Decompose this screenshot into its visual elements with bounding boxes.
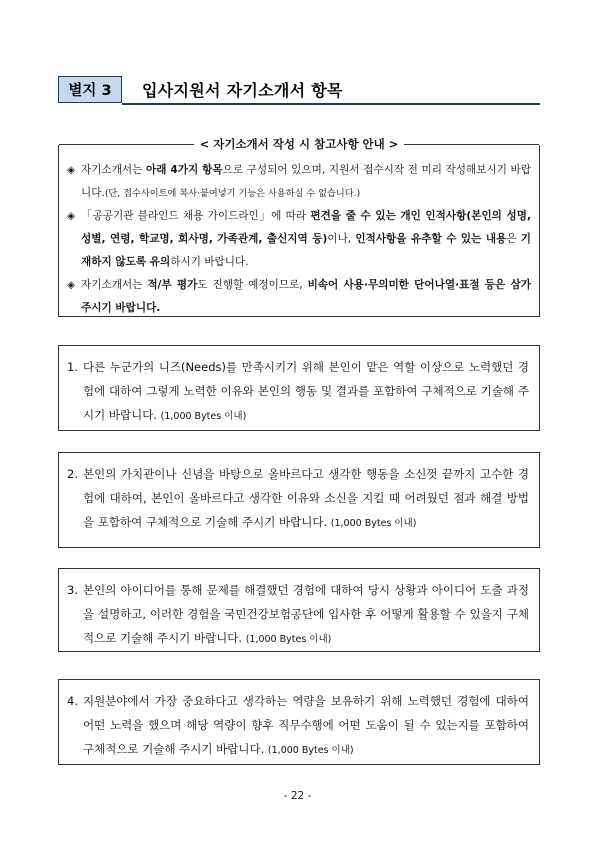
question-box-2 [58,452,540,548]
question-4 [67,689,529,763]
page-title: 입사지원서 자기소개서 항목 [142,81,343,100]
guide-item-2-text: 하시기 바랍니다. [170,256,249,268]
guide-item-3 [67,274,531,320]
question-box-4 [58,679,540,765]
guide-item-2-text: 이나, [327,233,356,245]
question-4-limit: (1,000 Bytes 이내) [267,745,354,756]
diamond-bullet-icon: ◈ [67,164,76,176]
guide-body [67,159,531,320]
guide-item-2-text: 기재하지 않도록 유의 [81,233,531,268]
question-1-text: 다른 누군가의 니즈(Needs)를 만족시키기 위해 본인이 맡은 역할 이상으로 노력했던 경험에 대하여 그렇게 노력한 이유와 본인의 행동 및 결과를 포함하여 구체적으로 기술해 주시기 바랍니다. [83,360,529,422]
page-number: - 22 - [283,790,312,802]
title-underline [122,103,540,105]
question-3-limit: (1,000 Bytes 이내) [245,634,332,645]
question-3-number: 3. [67,583,78,597]
guide-item-2-text: 은 [506,233,521,245]
question-2-limit: (1,000 Bytes 이내) [330,518,417,529]
question-4-text: 지원분야에서 가장 중요하다고 생각하는 역량을 보유하기 위해 노력했던 경험에 대하여 어떤 노력을 했으며 해당 역량이 향후 직무수행에 어떤 도움이 될 수 있는지를 포함하여 구체적으로 기술해 주시기 바랍니다. [83,694,529,756]
question-1 [67,355,529,429]
guide-item-1-text: 으로 구성되어 있으며, 지원서 접수시작 전 미리 작성해보시기 바랍니다. [81,164,531,199]
guide-box [58,137,540,317]
guide-item-1-text: (단, 접수사이트에 복사·붙여넣기 기능은 사용하실 수 없습니다.) [104,188,361,199]
question-3 [67,578,529,652]
question-box-1 [58,345,540,431]
guide-title: < 자기소개서 작성 시 참고사항 안내 > [194,136,405,152]
guide-item-3-text: 비속어 사용·무의미한 단어나열·표절 등은 삼가 주시기 바랍니다. [81,279,531,314]
question-3-text: 본인의 아이디어를 통해 문제를 해결했던 경험에 대하여 당시 상황과 아이디어 도출 과정을 설명하고, 이러한 경험을 국민건강보험공단에 입사한 후 어떻게 활용할 수 있을지 구체적으로 기술해 주시기 바랍니다. [83,583,529,645]
question-box-3 [58,568,540,652]
guide-item-2 [67,205,531,274]
guide-item-2-text: 「공공기관 블라인드 채용 가이드라인」에 따라 [81,210,311,222]
guide-item-2-text: 편견을 줄 수 있는 개인 인적사항(본인의 성명, 성별, 연령, 학교명, 회사명, 가족관계, 출신지역 등) [81,210,531,245]
appendix-tag: 별지 3 [58,76,122,103]
question-2 [67,462,529,536]
guide-title-line-right [404,144,539,145]
diamond-bullet-icon: ◈ [67,210,76,222]
guide-item-1-text: 자기소개서는 [81,164,146,176]
guide-item-3-text: 적/부 평가 [147,279,198,291]
question-4-number: 4. [67,694,78,708]
question-2-text: 본인의 가치관이나 신념을 바탕으로 올바르다고 생각한 행동을 소신껏 끝까지 고수한 경험에 대하여, 본인이 올바르다고 생각한 이유와 소신을 지킬 때 어려웠던 점과 해결 방법을 포함하여 구체적으로 기술해 주시기 바랍니다. [83,467,529,529]
guide-item-3-text: 자기소개서는 [81,279,148,291]
guide-item-3-text: 도 진행할 예정이므로, [197,279,308,291]
question-1-number: 1. [67,360,78,374]
section-header [58,76,540,106]
guide-item-1 [67,159,531,205]
guide-item-2-text: 인적사항을 유추할 수 있는 내용 [355,233,507,245]
question-2-number: 2. [67,467,78,481]
guide-item-1-text: 아래 4가지 항목 [146,164,223,176]
guide-title-line-left [59,144,194,145]
diamond-bullet-icon: ◈ [67,279,76,291]
question-1-limit: (1,000 Bytes 이내) [160,411,247,422]
guide-title-bar [59,136,539,152]
